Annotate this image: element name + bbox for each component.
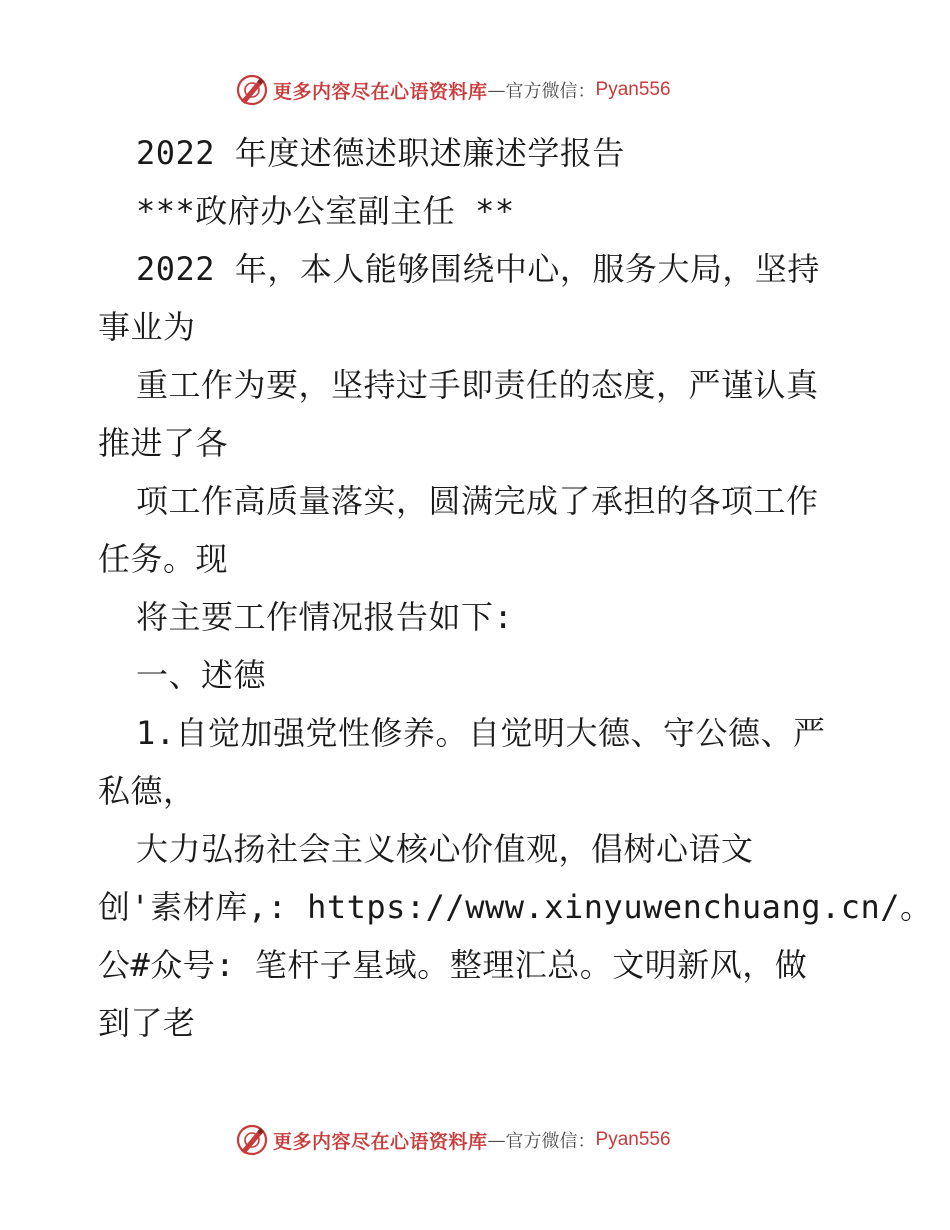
document-title: 2022 年度述德述职述廉述学报告: [136, 134, 625, 172]
header-watermark-banner: [235, 72, 671, 108]
banner-wechat-id: Pyan556: [595, 79, 671, 100]
banner-dash: —: [487, 1129, 506, 1151]
document-line: 公#众号: 笔杆子星域。整理汇总。文明新风，做: [98, 946, 808, 984]
banner-site-text: 更多内容尽在心语资料库: [273, 80, 488, 103]
document-line: 创'素材库,: https://www.xinyuwenchuang.cn/。: [98, 888, 933, 926]
document-line: 将主要工作情况报告如下:: [136, 598, 514, 636]
document-line: 事业为: [98, 308, 196, 346]
document-author: ***政府办公室副主任 **: [136, 192, 515, 230]
document-line: 1.自觉加强党性修养。自觉明大德、守公德、严: [136, 714, 826, 752]
document-line: 任务。现: [98, 540, 229, 578]
document-line: 一、述德: [136, 656, 267, 694]
document-line: 2022 年，本人能够围绕中心，服务大局，坚持: [136, 250, 820, 288]
document-line: 私德，: [98, 772, 196, 810]
document-line: 到了老: [98, 1004, 196, 1042]
banner-wechat-id: Pyan556: [595, 1129, 671, 1150]
document-line: 推进了各: [98, 424, 229, 462]
banner-dash: —: [487, 79, 506, 101]
footer-watermark-banner: [235, 1122, 671, 1158]
document-line: 大力弘扬社会主义核心价值观，倡树心语文: [136, 830, 754, 868]
banner-wechat-label: 官方微信：: [505, 81, 596, 102]
document-line: 重工作为要，坚持过手即责任的态度，严谨认真: [136, 366, 819, 404]
banner-site-text: 更多内容尽在心语资料库: [273, 1130, 488, 1153]
document-paragraphs: [98, 240, 933, 1052]
document-line: 项工作高质量落实，圆满完成了承担的各项工作: [136, 482, 819, 520]
banner-wechat-label: 官方微信：: [505, 1131, 596, 1152]
pen-logo-icon: [235, 1123, 269, 1157]
document-body: [98, 124, 933, 1052]
pen-logo-icon: [235, 73, 269, 107]
